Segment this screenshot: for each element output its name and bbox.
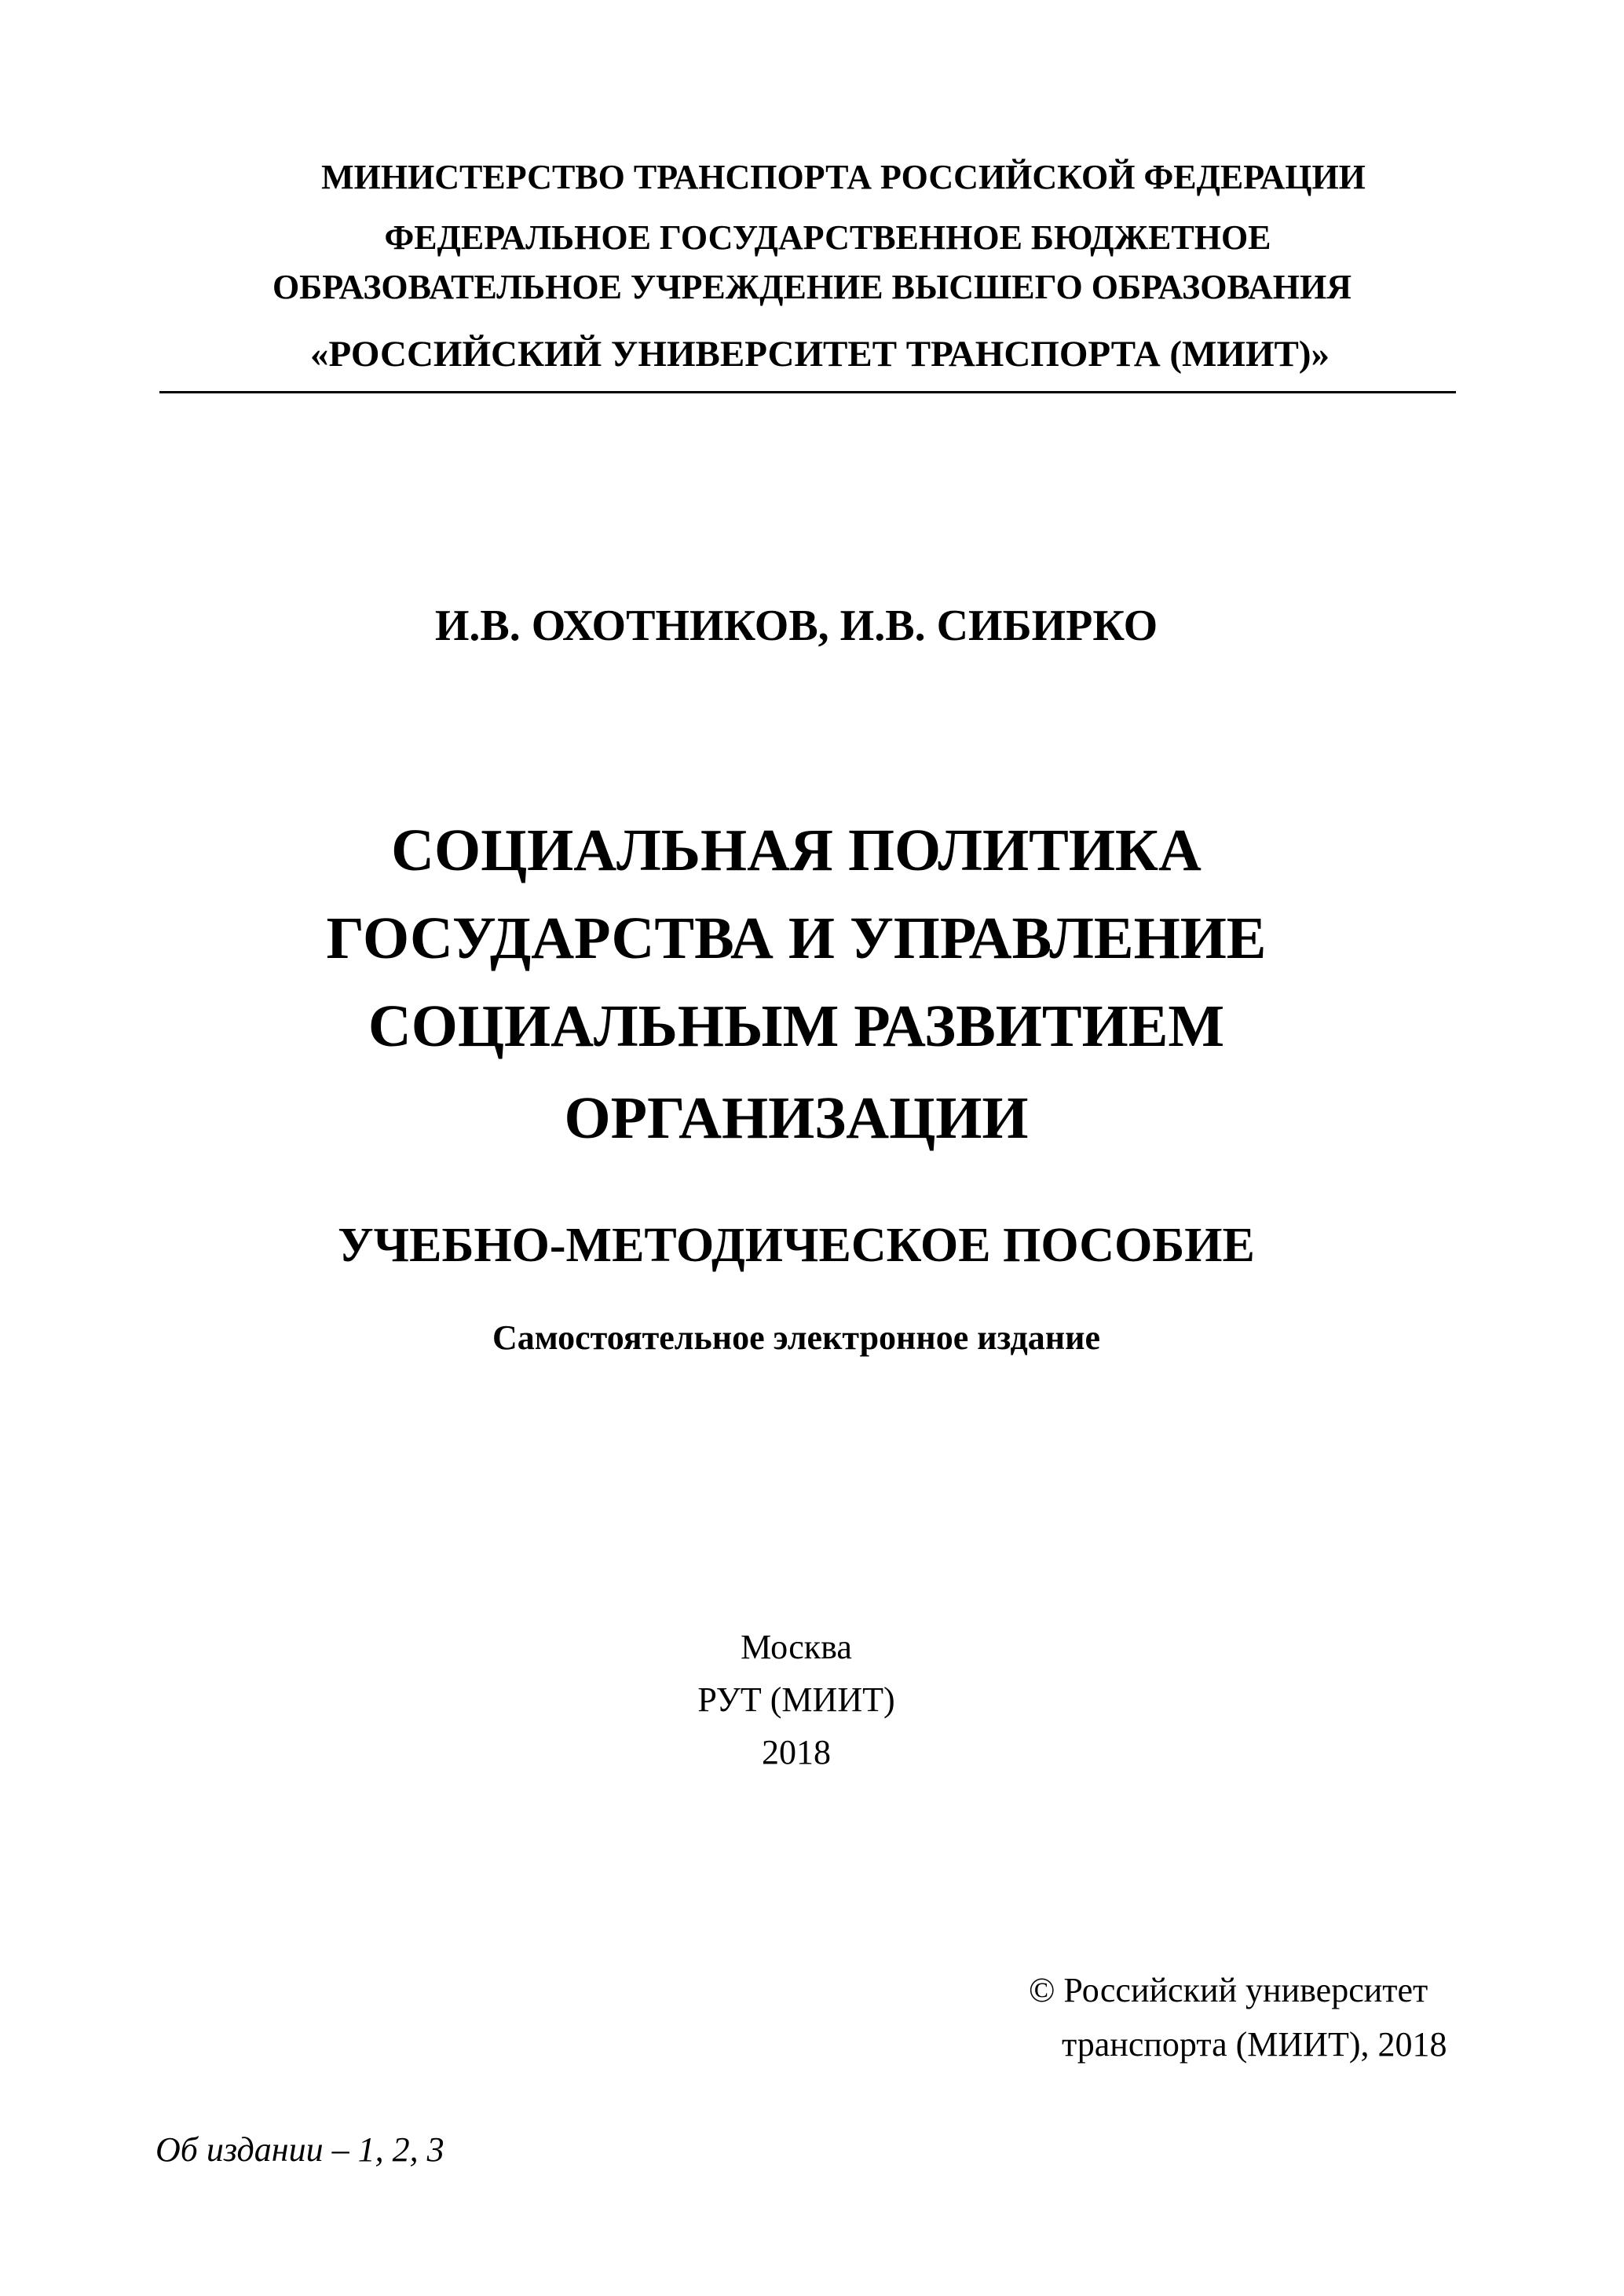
title-line-3: СОЦИАЛЬНЫМ РАЗВИТИЕМ bbox=[368, 993, 1225, 1059]
edition-type: Самостоятельное электронное издание bbox=[492, 1318, 1101, 1357]
copyright-line-1: © Российский университет bbox=[1029, 1971, 1428, 2009]
header-divider bbox=[159, 391, 1456, 393]
title-line-2: ГОСУДАРСТВА И УПРАВЛЕНИЕ bbox=[326, 905, 1267, 971]
institution-line-1: ФЕДЕРАЛЬНОЕ ГОСУДАРСТВЕННОЕ БЮДЖЕТНОЕ bbox=[384, 218, 1271, 257]
imprint-year: 2018 bbox=[762, 1733, 831, 1771]
ministry-line: МИНИСТЕРСТВО ТРАНСПОРТА РОССИЙСКОЙ ФЕДЕРАЦИИ bbox=[321, 158, 1366, 196]
authors: И.В. ОХОТНИКОВ, И.В. СИБИРКО bbox=[434, 601, 1158, 650]
copyright-line-2: транспорта (МИИТ), 2018 bbox=[1062, 2025, 1447, 2064]
subtitle: УЧЕБНО-МЕТОДИЧЕСКОЕ ПОСОБИЕ bbox=[338, 1219, 1255, 1272]
title-line-4: ОРГАНИЗАЦИИ bbox=[564, 1085, 1029, 1151]
imprint-city: Москва bbox=[741, 1628, 852, 1666]
imprint-publisher: РУТ (МИИТ) bbox=[697, 1680, 895, 1719]
university-name: «РОССИЙСКИЙ УНИВЕРСИТЕТ ТРАНСПОРТА (МИИТ)» bbox=[309, 334, 1330, 375]
about-edition-link[interactable]: Об издании – 1, 2, 3 bbox=[155, 2130, 444, 2169]
title-line-1: СОЦИАЛЬНАЯ ПОЛИТИКА bbox=[391, 817, 1202, 883]
institution-line-2: ОБРАЗОВАТЕЛЬНОЕ УЧРЕЖДЕНИЕ ВЫСШЕГО ОБРАЗОВАНИЯ bbox=[272, 268, 1352, 306]
